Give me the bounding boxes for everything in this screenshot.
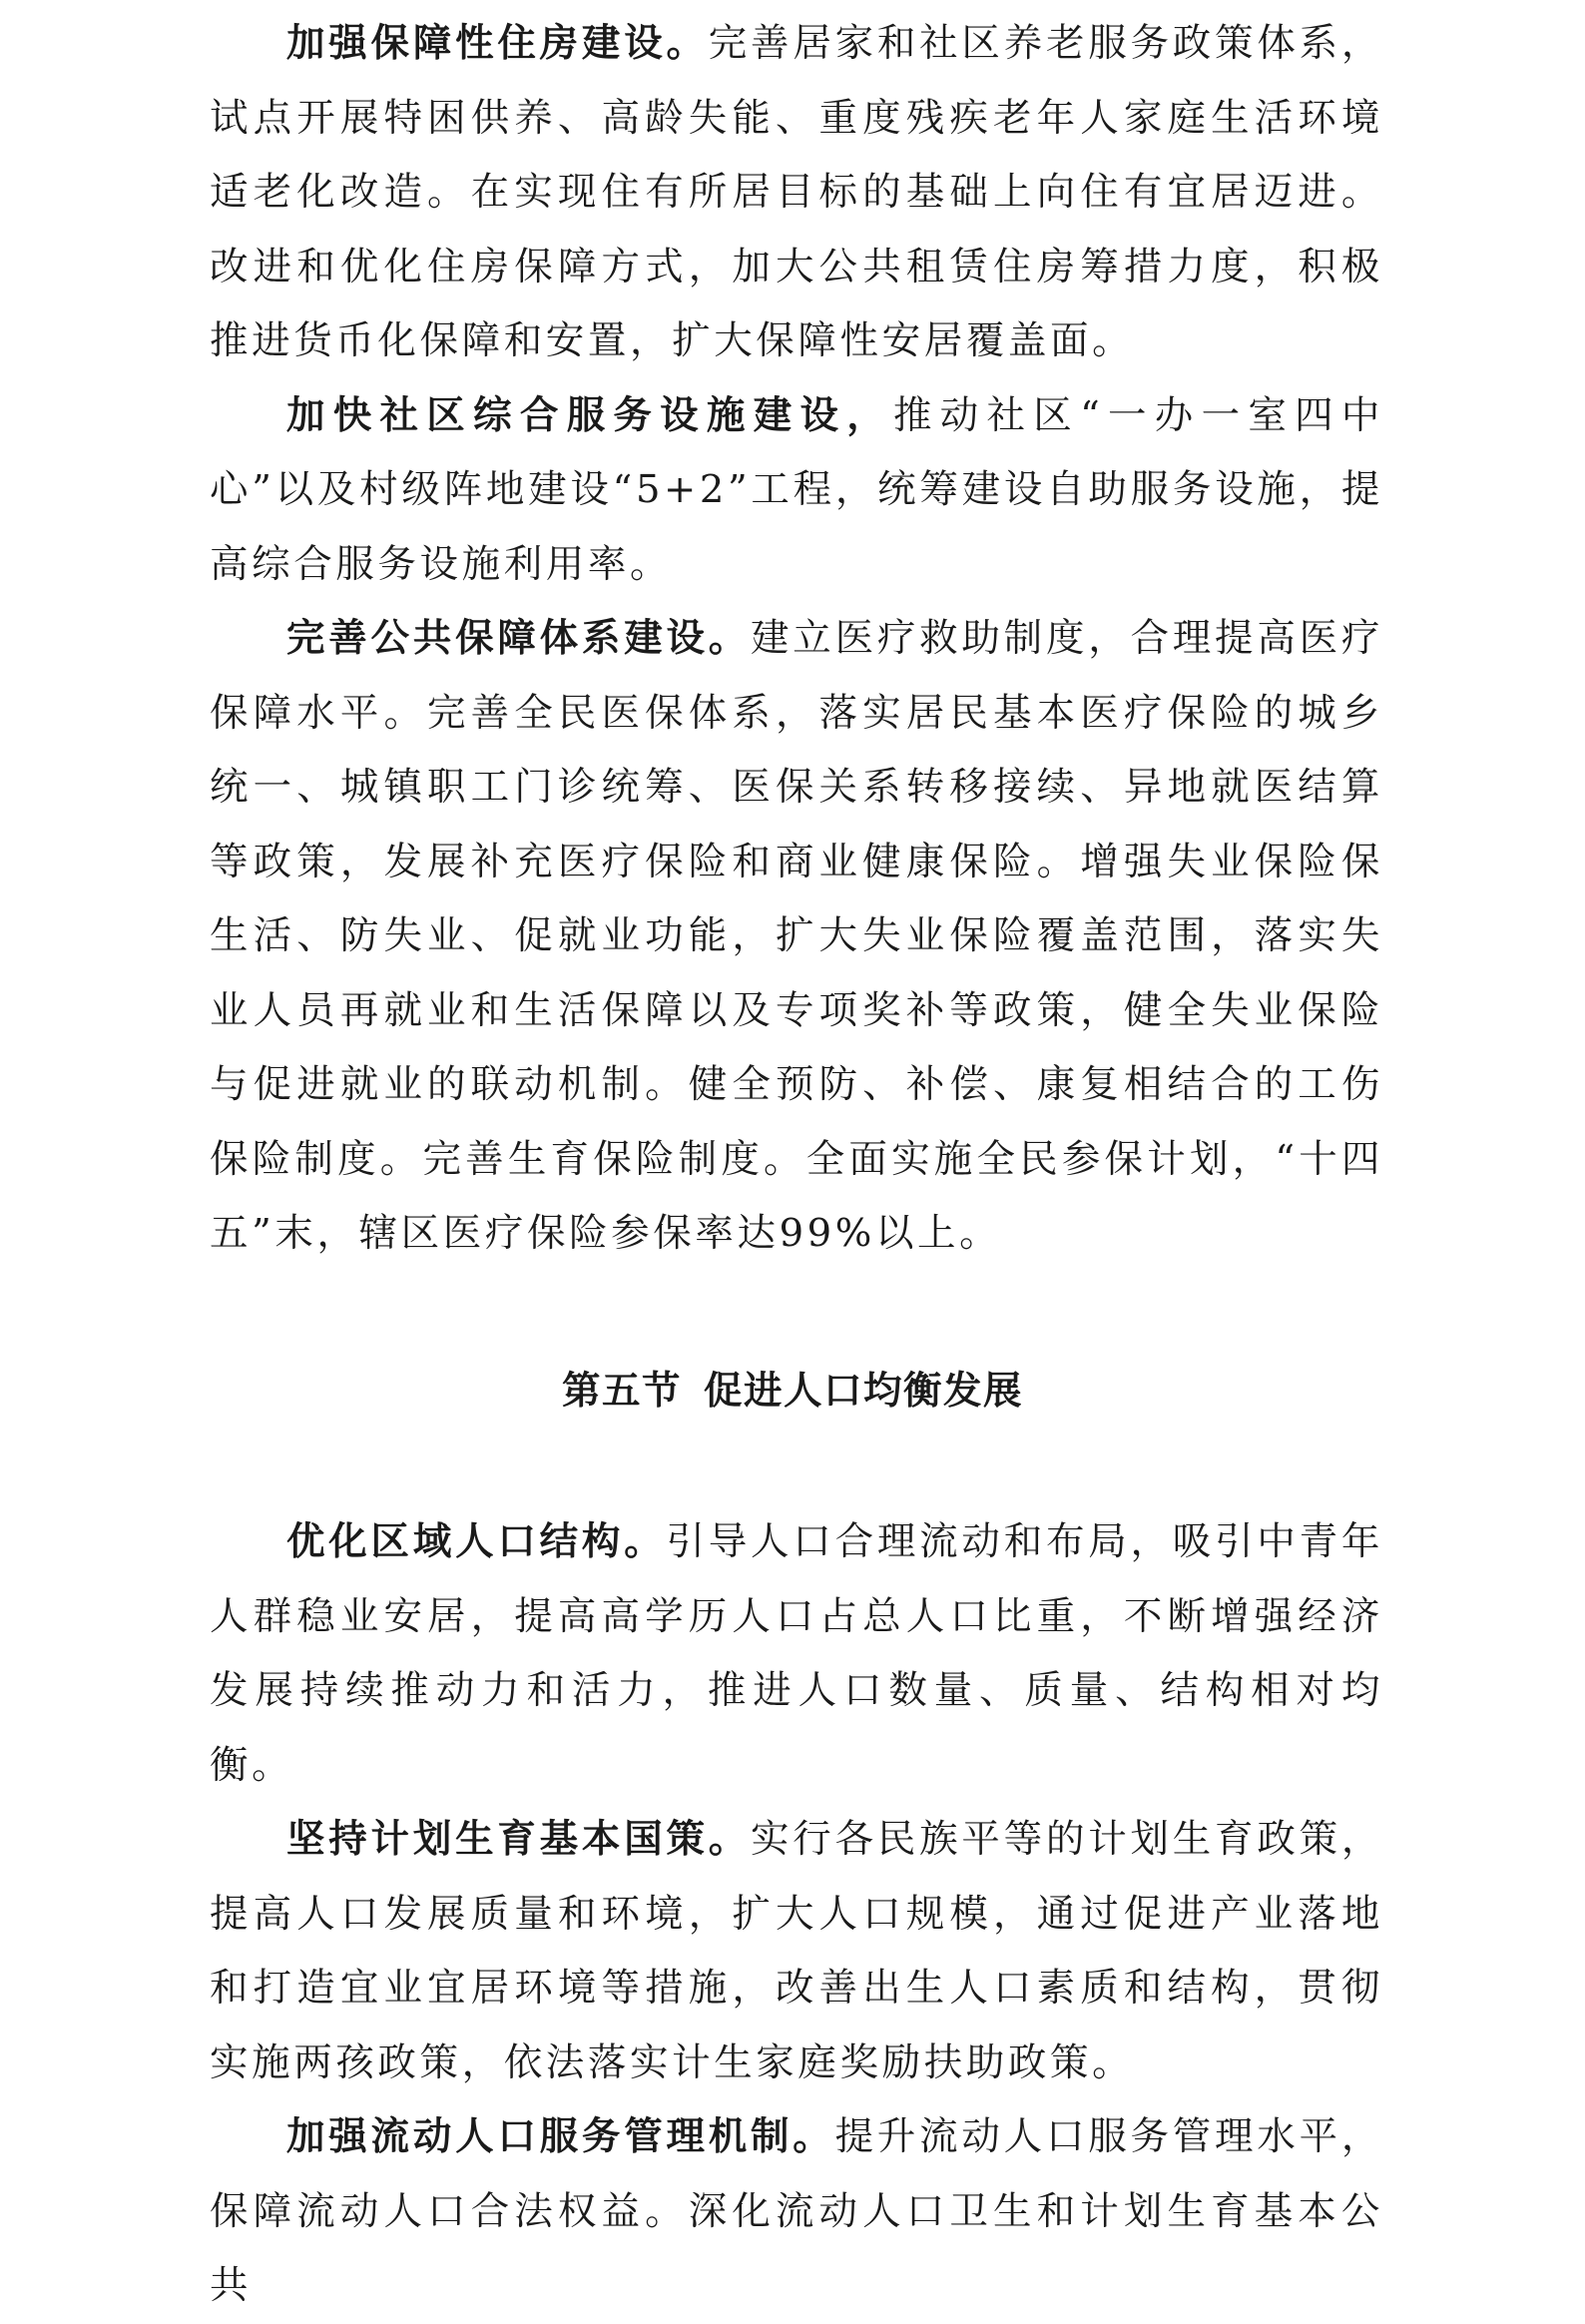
paragraph-text: 推动社区“一办一室四中心”以及村级阵地建设“5+2”工程，统筹建设自助服务设施，提高综合服务设施利用率。	[210, 392, 1383, 587]
paragraph-text: 实行各民族平等的计划生育政策，提高人口发展质量和环境，扩大人口规模，通过促进产业落地和打造宜业宜居环境等措施，改善出生人口素质和结构，贯彻实施两孩政策，依法落实计生家庭奖励扶助政策。	[210, 1817, 1383, 2085]
paragraph-community-facilities	[210, 379, 1383, 603]
paragraph-floating-population	[210, 2100, 1383, 2324]
section-heading	[0, 1355, 1585, 1430]
body-block-upper	[210, 7, 1383, 1272]
paragraph-family-planning	[210, 1803, 1383, 2100]
paragraph-public-security	[210, 602, 1383, 1272]
paragraph-text: 完善居家和社区养老服务政策体系，试点开展特困供养、高龄失能、重度残疾老年人家庭生活环境适老化改造。在实现住有所居目标的基础上向住有宜居迈进。改进和优化住房保障方式，加大公共租赁住房筹措力度，积极推进货币化保障和安置，扩大保障性安居覆盖面。	[210, 21, 1383, 363]
paragraph-lead: 坚持计划生育基本国策。	[286, 1817, 752, 1862]
section-number: 第五节	[561, 1369, 682, 1414]
paragraph-text: 引导人口合理流动和布局，吸引中青年人群稳业安居，提高高学历人口占总人口比重，不断增强经济发展持续推动力和活力，推进人口数量、质量、结构相对均衡。	[210, 1519, 1383, 1788]
paragraph-lead: 优化区域人口结构。	[286, 1519, 667, 1564]
paragraph-lead: 加强流动人口服务管理机制。	[286, 2114, 835, 2159]
paragraph-text: 建立医疗救助制度，合理提高医疗保障水平。完善全民医保体系，落实居民基本医疗保险的城乡统一、城镇职工门诊统筹、医保关系转移接续、异地就医结算等政策，发展补充医疗保险和商业健康保险。增强失业保险保生活、防失业、促就业功能，扩大失业保险覆盖范围，落实失业人员再就业和生活保障以及专项奖补等政策，健全失业保险与促进就业的联动机制。健全预防、补偿、康复相结合的工伤保险制度。完善生育保险制度。全面实施全民参保计划，“十四五”末，辖区医疗保险参保率达99%以上。	[210, 616, 1383, 1256]
paragraph-lead: 加强保障性住房建设。	[286, 21, 709, 66]
section-title: 促进人口均衡发展	[704, 1369, 1024, 1414]
paragraph-lead: 完善公共保障体系建设。	[286, 616, 752, 661]
paragraph-housing	[210, 7, 1383, 379]
paragraph-population-structure	[210, 1505, 1383, 1803]
body-block-lower	[210, 1505, 1383, 2324]
paragraph-text: 提升流动人口服务管理水平，保障流动人口合法权益。深化流动人口卫生和计划生育基本公共	[210, 2114, 1383, 2308]
paragraph-lead: 加快社区综合服务设施建设，	[286, 392, 893, 438]
